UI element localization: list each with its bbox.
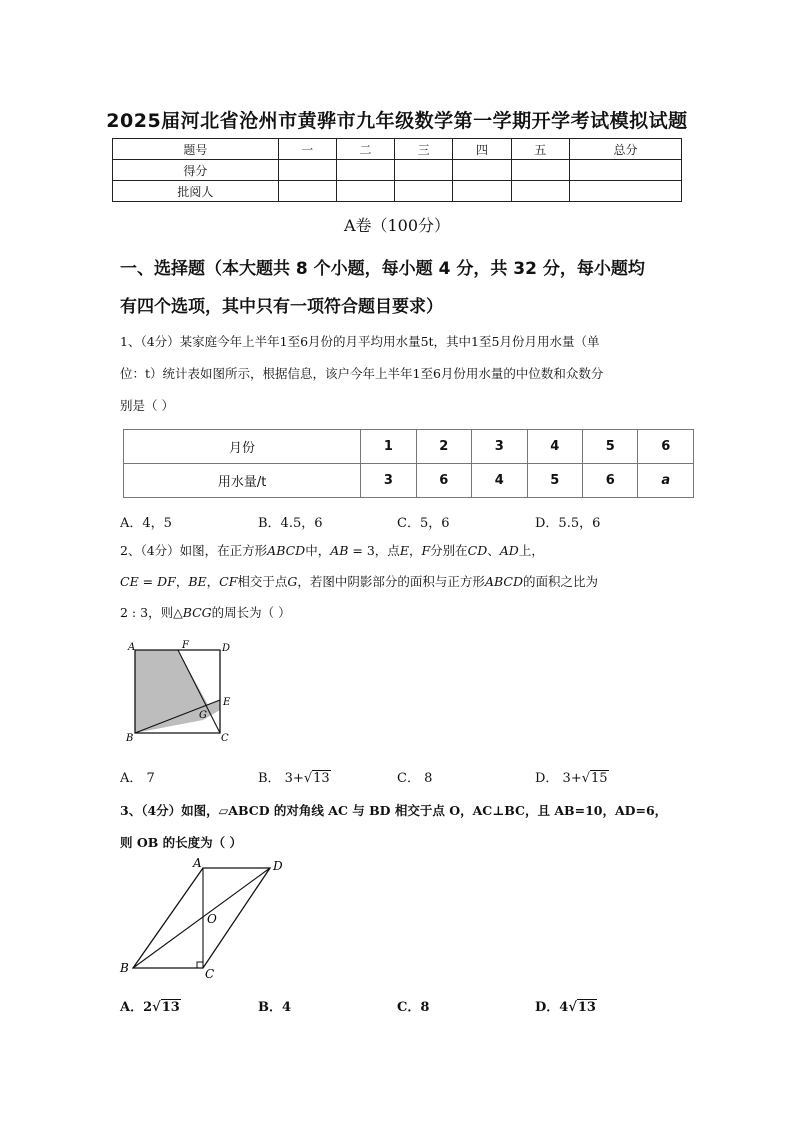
q3-option-a-radicand: 13 [161, 1000, 180, 1015]
q3-option-b: B．4 [258, 1000, 292, 1015]
q2-stem-line3 [120, 597, 680, 628]
q2-option-b: B． 3+√13 [258, 771, 330, 786]
q3-option-d-radicand: 13 [577, 1000, 596, 1015]
q2-math: 2 : 3 [120, 605, 149, 620]
q1-option-c: C．5，6 [397, 516, 450, 531]
month-cell: 3 [472, 430, 527, 464]
q2-math: CE = DF [120, 574, 176, 589]
q2-text: ，则△ [148, 605, 183, 620]
q2-option-b-text: B． 3+ [258, 771, 304, 786]
q2-text: 、 [487, 543, 500, 558]
q2-option-d-text: D． 3+ [535, 771, 582, 786]
q3-option-c: C．8 [397, 1000, 430, 1015]
usage-cell: 3 [361, 464, 416, 498]
section-heading-line1: 一、选择题（本大题共 8 个小题，每小题 4 分，共 32 分，每小题均 [120, 259, 645, 279]
right-angle-mark [197, 962, 203, 968]
score-row-label: 得分 [113, 160, 279, 181]
q2-math: E [399, 543, 409, 558]
shaded-region [135, 650, 220, 733]
score-cell [569, 181, 681, 202]
score-cell [336, 160, 394, 181]
q2-text: 2、（4分）如图，在正方形 [120, 543, 268, 558]
score-table [112, 138, 682, 202]
month-cell: 1 [361, 430, 416, 464]
score-row [113, 160, 682, 181]
label-b: B [126, 733, 134, 744]
month-row [124, 430, 694, 464]
q1-option-a: A．4，5 [120, 516, 172, 531]
label-g: G [199, 710, 207, 721]
usage-cell: 5 [527, 464, 582, 498]
q2-text: 上， [518, 543, 544, 558]
usage-cell: a [638, 464, 694, 498]
q2-option-b-radicand: 13 [313, 771, 330, 786]
usage-row [124, 464, 694, 498]
month-label-cell: 月份 [124, 430, 361, 464]
score-cell [453, 160, 511, 181]
q2-text: ， [408, 543, 422, 558]
q2-text: ， [206, 574, 220, 589]
score-cell [511, 181, 569, 202]
reviewer-row [113, 181, 682, 202]
q2-text: 相交于点 [237, 574, 288, 589]
label-o: O [207, 912, 217, 926]
q2-math: BE [188, 574, 207, 589]
section-heading-line2: 有四个选项，其中只有一项符合题目要求） [120, 297, 443, 317]
score-cell [395, 160, 453, 181]
score-cell [569, 160, 681, 181]
score-cell [278, 160, 336, 181]
q2-text: ， [175, 574, 189, 589]
volume-heading: A卷（100分） [343, 216, 451, 235]
label-c: C [221, 733, 229, 744]
q2-option-d-radicand: 15 [591, 771, 608, 786]
q3-option-d: D．4√13 [535, 1000, 596, 1015]
q2-option-d: D． 3+√15 [535, 771, 608, 786]
q2-stem-line2 [120, 566, 680, 597]
q2-math: ABCD [267, 543, 306, 558]
month-cell: 4 [527, 430, 582, 464]
label-c: C [205, 967, 215, 981]
q2-math: F [421, 543, 431, 558]
q1-option-d: D．5.5，6 [535, 516, 601, 531]
score-cell [395, 181, 453, 202]
score-header-cell: 一 [278, 139, 336, 160]
q2-math: CD [467, 543, 488, 558]
score-cell [511, 160, 569, 181]
q2-text: 中， [305, 543, 331, 558]
score-table-header-row [113, 139, 682, 160]
q2-option-c: C． 8 [397, 771, 433, 786]
score-cell [453, 181, 511, 202]
q2-text: 分别在 [430, 543, 468, 558]
score-header-cell: 三 [395, 139, 453, 160]
water-usage-table [123, 429, 694, 498]
q2-math: CF [219, 574, 238, 589]
usage-label-cell: 用水量/t [124, 464, 361, 498]
q2-math: ABCD [484, 574, 523, 589]
label-d: D [222, 643, 231, 654]
usage-cell: 4 [472, 464, 527, 498]
score-cell [278, 181, 336, 202]
usage-cell: 6 [582, 464, 637, 498]
q2-stem-line1 [120, 535, 680, 566]
exam-title: 2025届河北省沧州市黄骅市九年级数学第一学期开学考试模拟试题 [106, 110, 688, 132]
q2-text: ，若图中阴影部分的面积与正方形 [297, 574, 485, 589]
month-cell: 5 [582, 430, 637, 464]
q2-math: AB [330, 543, 349, 558]
q2-math: BCG [182, 605, 212, 620]
q1-stem-line3: 别是（ ） [120, 398, 174, 413]
label-a: A [193, 856, 202, 870]
score-header-cell: 总分 [569, 139, 681, 160]
label-a: A [128, 642, 136, 653]
month-cell: 6 [638, 430, 694, 464]
score-cell [336, 181, 394, 202]
q3-stem-line1: 3、（4分）如图，▱ABCD 的对角线 AC 与 BD 相交于点 O，AC⊥BC，且 AB=10，AD=6， [120, 803, 668, 818]
q2-text: = 3，点 [348, 543, 400, 558]
q3-option-a-text: A．2 [120, 1000, 153, 1015]
square-figure [120, 638, 240, 748]
q2-math: G [287, 574, 298, 589]
label-d: D [273, 859, 283, 873]
q1-stem-line2: 位：t）统计表如图所示，根据信息，该户今年上半年1至6月份用水量的中位数和众数分 [120, 366, 604, 381]
q1-option-b: B．4.5，6 [258, 516, 323, 531]
q3-option-d-text: D．4 [535, 1000, 569, 1015]
q3-option-a: A．2√13 [120, 1000, 180, 1015]
usage-cell: 6 [416, 464, 471, 498]
label-e: E [223, 697, 231, 708]
q3-stem-line2: 则 OB 的长度为（ ） [120, 835, 243, 850]
q2-text: 的周长为（ ） [211, 605, 291, 620]
parallelogram-figure [115, 855, 295, 985]
score-header-cell: 五 [511, 139, 569, 160]
q1-stem-line1: 1、（4分）某家庭今年上半年1至6月份的月平均用水量5t，其中1至5月份月用水量（单 [120, 334, 600, 349]
score-header-cell: 题号 [113, 139, 279, 160]
q2-math: AD [499, 543, 519, 558]
label-f: F [182, 640, 189, 651]
month-cell: 2 [416, 430, 471, 464]
label-b: B [120, 961, 129, 975]
score-header-cell: 四 [453, 139, 511, 160]
score-header-cell: 二 [336, 139, 394, 160]
q2-text: 的面积之比为 [522, 574, 598, 589]
q2-option-a: A． 7 [120, 771, 155, 786]
reviewer-row-label: 批阅人 [113, 181, 279, 202]
diagonal-bd [133, 868, 270, 968]
